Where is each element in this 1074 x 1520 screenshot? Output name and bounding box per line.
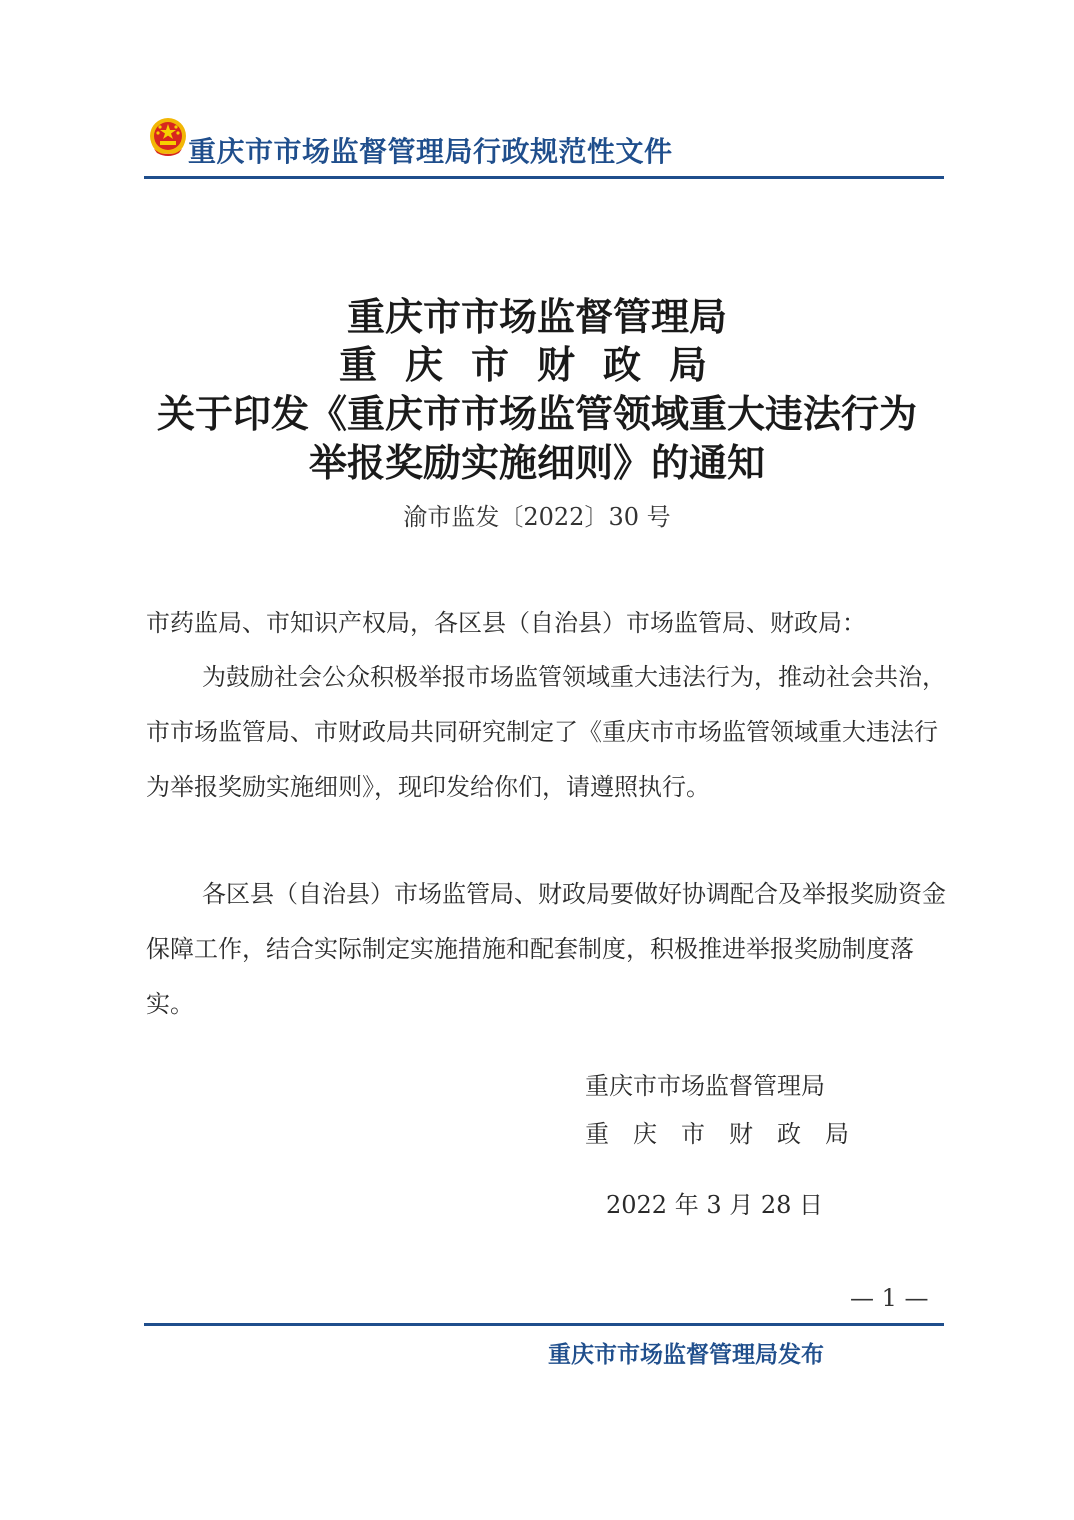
document-title-line-3: 关于印发《重庆市市场监管领域重大违法行为 [156, 392, 917, 436]
addressee: 市药监局、市知识产权局，各区县（自治县）市场监管局、财政局： [146, 609, 866, 637]
header-divider [144, 176, 944, 179]
body-paragraph-1: 为鼓励社会公众积极举报市场监管领域重大违法行为，推动社会共治，市市场监管局、市财政局共同研究制定了《重庆市市场监管领域重大违法行为举报奖励实施细则》，现印发给你们，请遵照执行。 [146, 663, 946, 801]
footer-divider [144, 1323, 944, 1326]
document-number: 渝市监发〔2022〕30 号 [403, 503, 671, 531]
document-title-line-1: 重庆市市场监督管理局 [346, 295, 727, 339]
issue-date: 2022 年 3 月 28 日 [606, 1191, 824, 1219]
footer-publisher: 重庆市市场监督管理局发布 [548, 1342, 824, 1368]
signature-issuer-2: 重庆市财政局 [585, 1120, 873, 1148]
page-number: — 1 — [850, 1284, 929, 1312]
national-emblem-icon [148, 117, 188, 159]
document-title-line-2: 重庆市财政局 [338, 343, 735, 387]
body-paragraph-2: 各区县（自治县）市场监管局、财政局要做好协调配合及举报奖励资金保障工作，结合实际制定实施措施和配套制度，积极推进举报奖励制度落实。 [146, 880, 946, 1018]
header-title: 重庆市市场监督管理局行政规范性文件 [188, 135, 673, 168]
document-title-line-4: 举报奖励实施细则》的通知 [308, 441, 765, 485]
signature-issuer-1: 重庆市市场监督管理局 [585, 1072, 825, 1100]
